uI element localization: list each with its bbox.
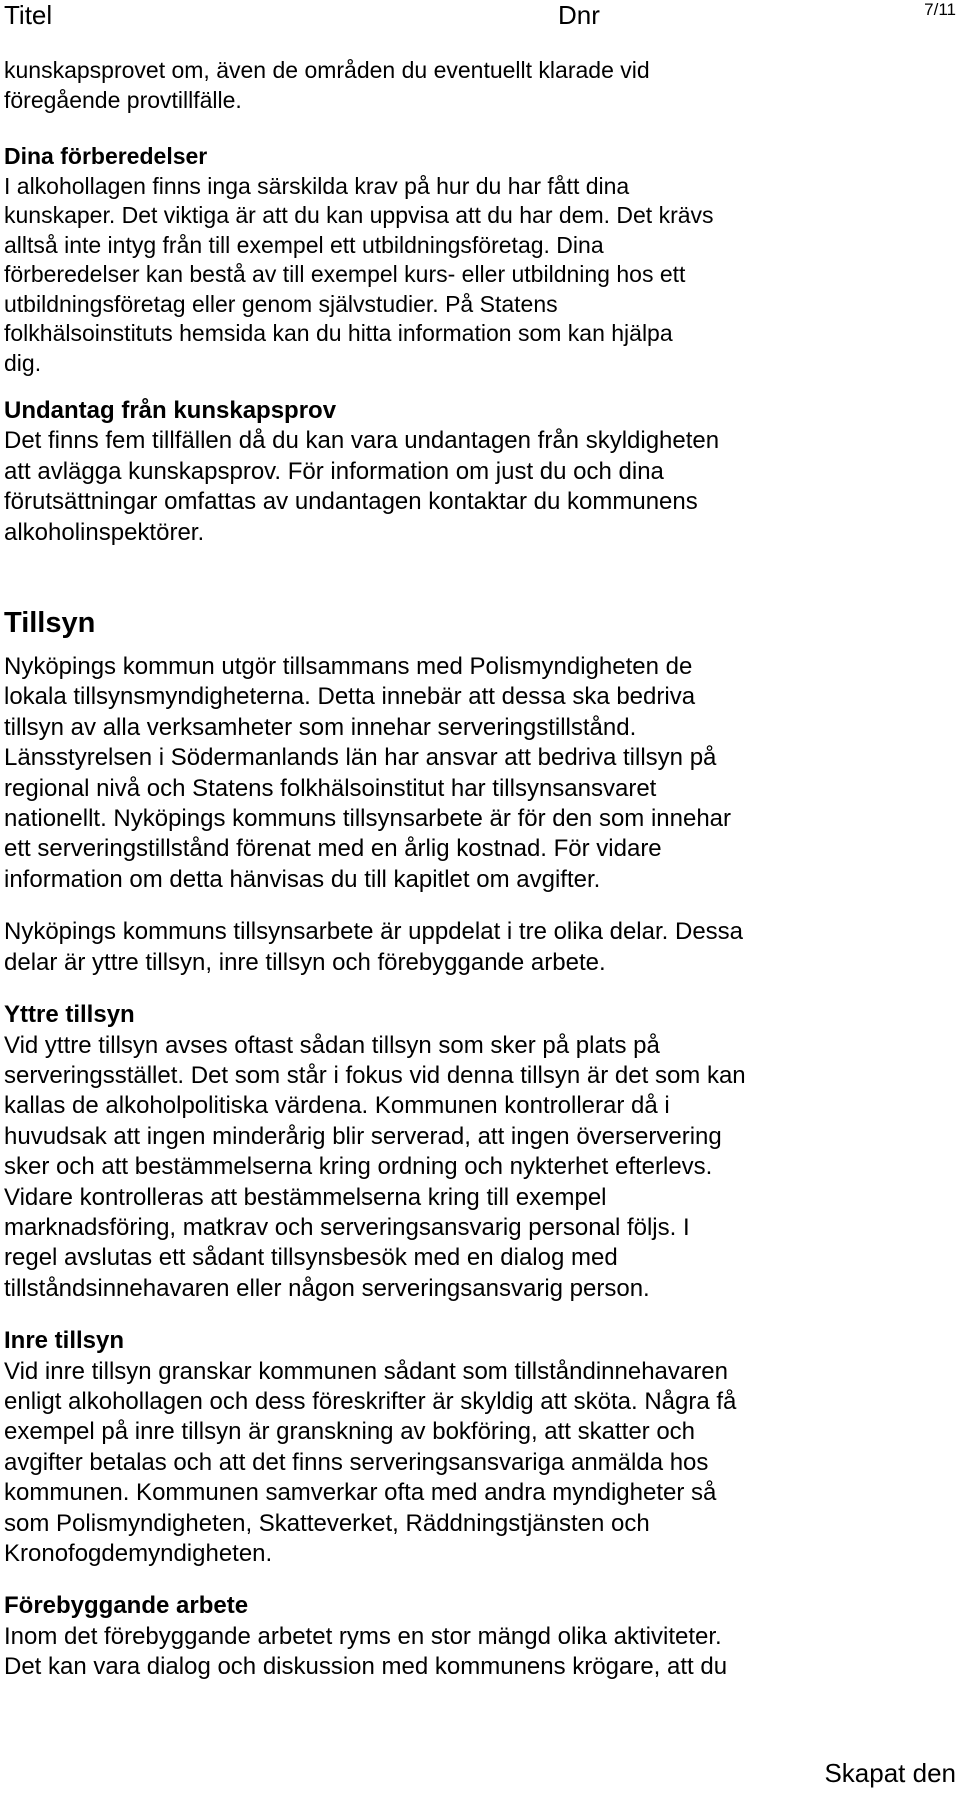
text-line: I alkohollagen finns inga särskilda krav på hur du har fått dina	[4, 172, 630, 199]
text-line: huvudsak att ingen minderårig blir serverad, att ingen överservering	[4, 1122, 722, 1150]
text-line: alkoholinspektörer.	[4, 518, 205, 546]
section-heading: Dina förberedelser	[4, 143, 208, 169]
text-line: förutsättningar omfattas av undantagen kontaktar du kommunens	[4, 488, 698, 516]
text-line: marknadsföring, matkrav och serveringsansvarig personal följs. I	[4, 1213, 690, 1241]
section-heading: Inre tillsyn	[4, 1327, 125, 1355]
text-line: ett serveringstillstånd förenat med en årlig kostnad. För vidare	[4, 835, 662, 863]
text-line: föregående provtillfälle.	[4, 86, 242, 113]
text-line: Det finns fem tillfällen då du kan vara undantagen från skyldigheten	[4, 427, 720, 455]
text-line: förberedelser kan bestå av till exempel kurs- eller utbildning hos ett	[4, 261, 686, 287]
section-main-heading: Tillsyn	[4, 607, 96, 640]
text-line: kunskaper. Det viktiga är att du kan uppvisa att du har dem. Det krävs	[4, 202, 714, 228]
text-line: att avlägga kunskapsprov. För information om just du och dina	[4, 457, 664, 485]
header-dnr: Dnr	[558, 0, 600, 30]
section-inre-tillsyn	[4, 1326, 954, 1569]
text-line: Vid yttre tillsyn avses oftast sådan tillsyn som sker på plats på	[4, 1031, 660, 1059]
text-line: folkhälsoinstituts hemsida kan du hitta information som kan hjälpa	[4, 320, 673, 346]
text-line: som Polismyndigheten, Skatteverket, Räddningstjänsten och	[4, 1509, 650, 1537]
text-line: enligt alkohollagen och dess föreskrifter är skyldig att sköta. Några få	[4, 1387, 737, 1415]
text-line: kunskapsprovet om, även de områden du eventuellt klarade vid	[4, 57, 650, 83]
text-line: utbildningsföretag eller genom självstudier. På Statens	[4, 290, 558, 317]
section-heading: Yttre tillsyn	[4, 1001, 135, 1029]
text-line: avgifter betalas och att det finns serveringsansvariga anmälda hos	[4, 1448, 709, 1476]
text-line: kallas de alkoholpolitiska värdena. Kommunen kontrollerar då i	[4, 1092, 670, 1120]
section-dina-forberedelser	[4, 142, 954, 378]
text-line: kommunen. Kommunen samverkar ofta med andra myndigheter så	[4, 1479, 717, 1507]
section-undantag	[4, 396, 954, 548]
text-line: Vidare kontrolleras att bestämmelserna kring till exempel	[4, 1183, 607, 1211]
tillsyn-paragraph-2	[4, 917, 954, 978]
text-line: exempel på inre tillsyn är granskning av bokföring, att skatter och	[4, 1418, 696, 1446]
intro-paragraph	[4, 56, 954, 115]
section-yttre-tillsyn	[4, 1000, 954, 1304]
header-title: Titel	[4, 0, 53, 30]
page-number: 7/11	[924, 0, 956, 19]
text-line: delar är yttre tillsyn, inre tillsyn och förebyggande arbete.	[4, 948, 606, 976]
section-forebyggande	[4, 1591, 954, 1682]
text-line: Nyköpings kommun utgör tillsammans med Polismyndigheten de	[4, 653, 693, 681]
text-line: Inom det förebyggande arbetet ryms en stor mängd olika aktiviteter.	[4, 1622, 722, 1650]
tillsyn-paragraph-1	[4, 652, 954, 895]
section-heading: Förebyggande arbete	[4, 1592, 249, 1620]
text-line: regel avslutas ett sådant tillsynsbesök med en dialog med	[4, 1244, 618, 1272]
document-body	[4, 56, 954, 1683]
text-line: dig.	[4, 349, 42, 376]
text-line: Länsstyrelsen i Södermanlands län har ansvar att bedriva tillsyn på	[4, 744, 717, 772]
text-line: Vid inre tillsyn granskar kommunen sådant som tillståndinnehavaren	[4, 1357, 728, 1385]
text-line: Det kan vara dialog och diskussion med kommunens krögare, att du	[4, 1653, 728, 1681]
text-line: nationellt. Nyköpings kommuns tillsynsarbete är för den som innehar	[4, 805, 732, 833]
text-line: alltså inte intyg från till exempel ett utbildningsföretag. Dina	[4, 231, 604, 258]
text-line: sker och att bestämmelserna kring ordning och nykterhet efterlevs.	[4, 1153, 713, 1181]
text-line: tillsyn av alla verksamheter som innehar serveringstillstånd.	[4, 713, 637, 741]
section-heading: Undantag från kunskapsprov	[4, 397, 337, 424]
text-line: regional nivå och Statens folkhälsoinstitut har tillsynsansvaret	[4, 774, 657, 802]
text-line: Nyköpings kommuns tillsynsarbete är uppdelat i tre olika delar. Dessa	[4, 918, 744, 946]
text-line: tillståndsinnehavaren eller någon serveringsansvarig person.	[4, 1274, 650, 1302]
text-line: Kronofogdemyndigheten.	[4, 1540, 273, 1567]
text-line: lokala tillsynsmyndigheterna. Detta innebär att dessa ska bedriva	[4, 683, 696, 711]
footer-created: Skapat den	[824, 1758, 956, 1788]
text-line: information om detta hänvisas du till kapitlet om avgifter.	[4, 865, 601, 893]
text-line: serveringsstället. Det som står i fokus vid denna tillsyn är det som kan	[4, 1061, 746, 1089]
section-tillsyn	[4, 606, 954, 978]
